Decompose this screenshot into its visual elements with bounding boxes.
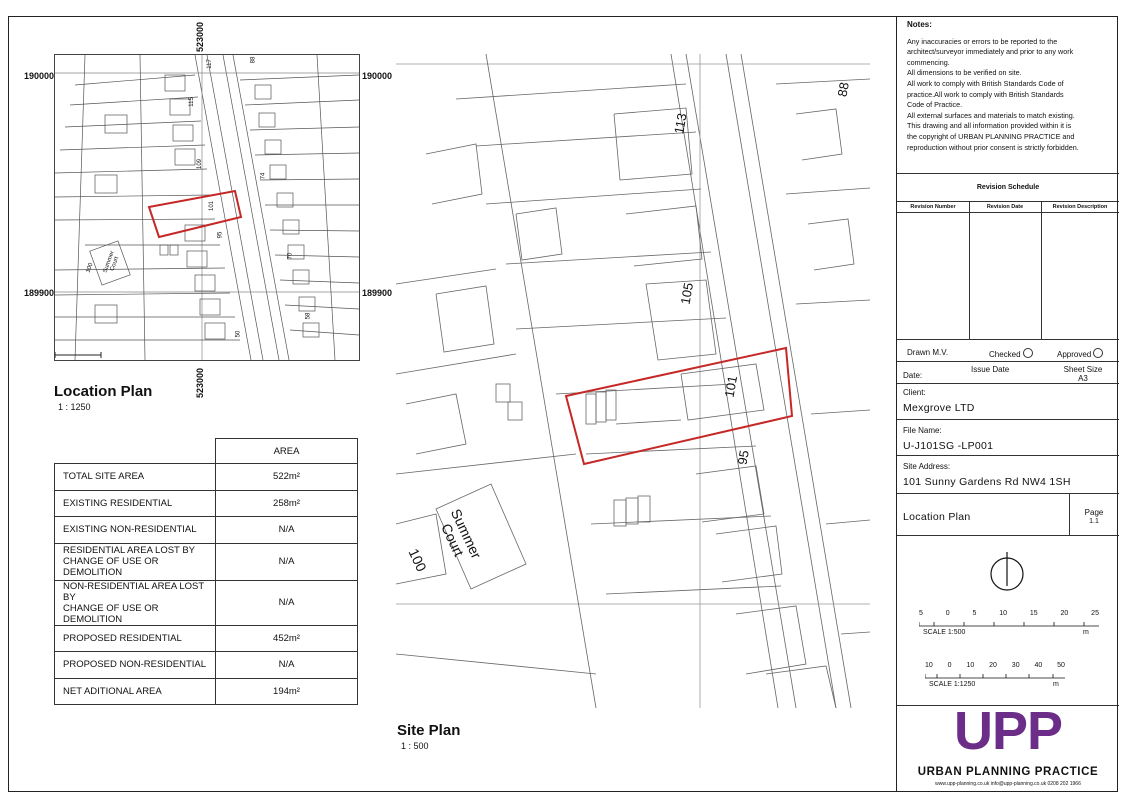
row-value: N/A	[216, 580, 358, 625]
site-plan-map	[396, 54, 870, 708]
site-label-105: 105	[677, 281, 697, 306]
file-row	[897, 420, 1119, 456]
tick: 5	[919, 610, 923, 617]
row-label-line-2: CHANGE OF USE OR DEMOLITION	[63, 556, 159, 578]
row-value: N/A	[216, 652, 358, 679]
drawn-row	[897, 340, 1119, 362]
location-plan-scale: 1 : 1250	[58, 402, 91, 412]
scale-500-unit: m	[1083, 629, 1089, 636]
revision-title-row	[897, 174, 1119, 202]
row-value: 452m²	[216, 625, 358, 652]
north-arrow-icon	[989, 552, 1025, 592]
approved-radio[interactable]	[1093, 348, 1103, 358]
note-line: Code of Practice.	[907, 100, 963, 110]
scale-1250-label: SCALE 1:1250	[929, 681, 976, 688]
address-value: 101 Sunny Gardens Rd NW4 1SH	[903, 476, 1071, 488]
row-value: 194m²	[216, 678, 358, 705]
address-label: Site Address:	[903, 462, 951, 471]
title-block	[896, 16, 1119, 792]
tick: 20	[1060, 610, 1069, 617]
area-header: AREA	[216, 439, 358, 464]
client-row	[897, 384, 1119, 420]
row-value: N/A	[216, 517, 358, 544]
loc-label-117: 117	[206, 59, 213, 69]
approved-field	[1057, 348, 1103, 359]
date-label: Date:	[903, 371, 923, 380]
loc-label-95: 95	[217, 231, 224, 239]
row-value: N/A	[216, 543, 358, 580]
note-line: reproduction without prior consent is strictly forbidden.	[907, 142, 1079, 152]
drawn-by: Drawn M.V.	[907, 348, 949, 357]
table-row	[55, 543, 358, 580]
loc-label-100: 100	[85, 262, 95, 274]
checked-field	[989, 348, 1033, 359]
checked-label: Checked	[989, 350, 1021, 359]
table-row	[55, 580, 358, 625]
note-line: commencing.	[907, 57, 950, 67]
row-label: PROPOSED RESIDENTIAL	[55, 625, 216, 652]
row-label: EXISTING RESIDENTIAL	[55, 490, 216, 517]
area-table-blank	[55, 439, 216, 464]
note-line: All external surfaces and materials to match existing.	[907, 110, 1075, 120]
table-row	[55, 517, 358, 544]
tick: 50	[1057, 662, 1065, 669]
loc-label-88: 88	[250, 56, 257, 64]
file-label: File Name:	[903, 426, 942, 435]
coord-bottom-right: 189900	[362, 288, 393, 298]
loc-label-70: 70	[287, 252, 294, 260]
row-label: TOTAL SITE AREA	[55, 464, 216, 491]
tick: 10	[966, 662, 975, 669]
site-map-drawing	[396, 54, 870, 708]
drawing-title-row	[897, 494, 1119, 536]
approved-label: Approved	[1057, 350, 1092, 359]
upp-logo: UPP	[953, 701, 1063, 761]
client-label: Client:	[903, 388, 926, 397]
note-line: Any inaccuracies or errors to be reported to the	[907, 36, 1058, 46]
client-value: Mexgrove LTD	[903, 402, 975, 414]
row-label: EXISTING NON-RESIDENTIAL	[55, 517, 216, 544]
scale-bar-1250	[925, 672, 1065, 680]
file-value: U-J101SG -LP001	[903, 440, 994, 452]
note-line: All dimensions to be verified on site.	[907, 68, 1022, 78]
scale-500-ticks	[919, 610, 1099, 617]
tick: 10	[925, 662, 933, 669]
site-label-100: 100	[405, 546, 430, 574]
loc-label-summer-court: Summer Court	[102, 250, 121, 274]
loc-label-58: 58	[305, 312, 312, 320]
loc-label-101: 101	[209, 200, 216, 212]
coord-top-right: 190000	[362, 71, 393, 81]
drawing-title: Location Plan	[903, 511, 971, 523]
row-label: NET ADITIONAL AREA	[55, 678, 216, 705]
tick: 40	[1034, 662, 1043, 669]
location-plan-map	[54, 54, 360, 361]
revision-col-description: Revision Description	[1052, 204, 1108, 210]
table-row	[55, 652, 358, 679]
tick: 5	[972, 610, 977, 617]
company-contact: www.upp-planning.co.uk info@upp-planning.co.uk 0208 202 1966	[935, 781, 1081, 787]
date-row	[897, 362, 1119, 384]
tick: 0	[947, 662, 952, 669]
tick: 10	[999, 610, 1008, 617]
note-line: All work to comply with British Standards Code of	[907, 78, 1064, 88]
tick: 20	[989, 662, 997, 669]
table-row	[55, 464, 358, 491]
site-plan-title: Site Plan	[397, 722, 461, 739]
revision-col-number: Revision Number	[910, 204, 956, 210]
loc-label-115: 115	[188, 97, 195, 107]
location-map-drawing	[55, 55, 359, 360]
row-label-line-1: RESIDENTIAL AREA LOST BY	[63, 545, 195, 556]
logo-panel	[897, 701, 1119, 792]
site-label-88: 88	[834, 81, 852, 98]
site-label-summer-court: Summer Court	[438, 506, 485, 561]
tick: 25	[1091, 610, 1099, 617]
sheet-size-label: Sheet Size	[1063, 365, 1103, 374]
revision-divider	[1041, 202, 1042, 340]
address-row	[897, 456, 1119, 494]
scale-1250-unit: m	[1053, 681, 1059, 688]
tick: 15	[1029, 610, 1038, 617]
checked-radio[interactable]	[1023, 348, 1033, 358]
note-line: architect/surveyor immediately and prior to any work	[907, 47, 1074, 57]
note-line: the copyright of URBAN PLANNING PRACTICE and	[907, 131, 1075, 141]
revision-divider	[969, 202, 970, 340]
coord-top: 523000	[195, 21, 205, 52]
table-row	[55, 625, 358, 652]
revision-header-divider	[897, 212, 1119, 213]
row-label	[55, 580, 216, 625]
site-boundary	[566, 348, 792, 464]
site-label-95: 95	[734, 449, 752, 466]
row-label-line-2: CHANGE OF USE OR DEMOLITION	[63, 602, 159, 625]
site-plan-scale: 1 : 500	[401, 741, 429, 751]
table-row	[55, 490, 358, 517]
site-label-101: 101	[721, 374, 741, 399]
row-label: PROPOSED NON-RESIDENTIAL	[55, 652, 216, 679]
scale-bar-500	[919, 620, 1099, 628]
sheet-size-value: A3	[1078, 374, 1088, 383]
revision-col-date: Revision Date	[986, 204, 1024, 210]
loc-label-50: 50	[235, 330, 242, 338]
coord-bottom: 523000	[195, 367, 205, 398]
revision-title: Revision Schedule	[976, 184, 1040, 191]
table-row	[55, 678, 358, 705]
row-label-line-1: NON-RESIDENTIAL AREA LOST BY	[63, 580, 204, 603]
note-line: This drawing and all information provided within it is	[907, 121, 1072, 131]
notes-heading: Notes:	[907, 20, 932, 29]
issue-date-label: Issue Date	[971, 365, 1010, 374]
row-value: 258m²	[216, 490, 358, 517]
row-label	[55, 543, 216, 580]
page-value: 1.1	[1089, 518, 1099, 525]
loc-label-109: 109	[197, 158, 204, 170]
scale-500-label: SCALE 1:500	[923, 629, 966, 636]
coord-top-left: 190000	[24, 71, 55, 81]
page-label: Page	[1084, 508, 1104, 517]
loc-label-74: 74	[260, 172, 267, 180]
location-plan-title: Location Plan	[54, 383, 153, 400]
revision-table	[897, 202, 1119, 340]
area-table	[54, 438, 358, 705]
notes-panel	[897, 16, 1119, 174]
row-value: 522m²	[216, 464, 358, 491]
company-name: URBAN PLANNING PRACTICE	[917, 766, 1099, 778]
site-label-113: 113	[671, 111, 690, 136]
tick: 30	[1011, 662, 1020, 669]
scale-panel	[897, 536, 1119, 706]
tick: 0	[945, 610, 950, 617]
scale-1250-ticks	[925, 662, 1065, 669]
note-line: practice.All work to comply with British Standards	[907, 89, 1064, 99]
coord-bottom-left: 189900	[24, 288, 55, 298]
